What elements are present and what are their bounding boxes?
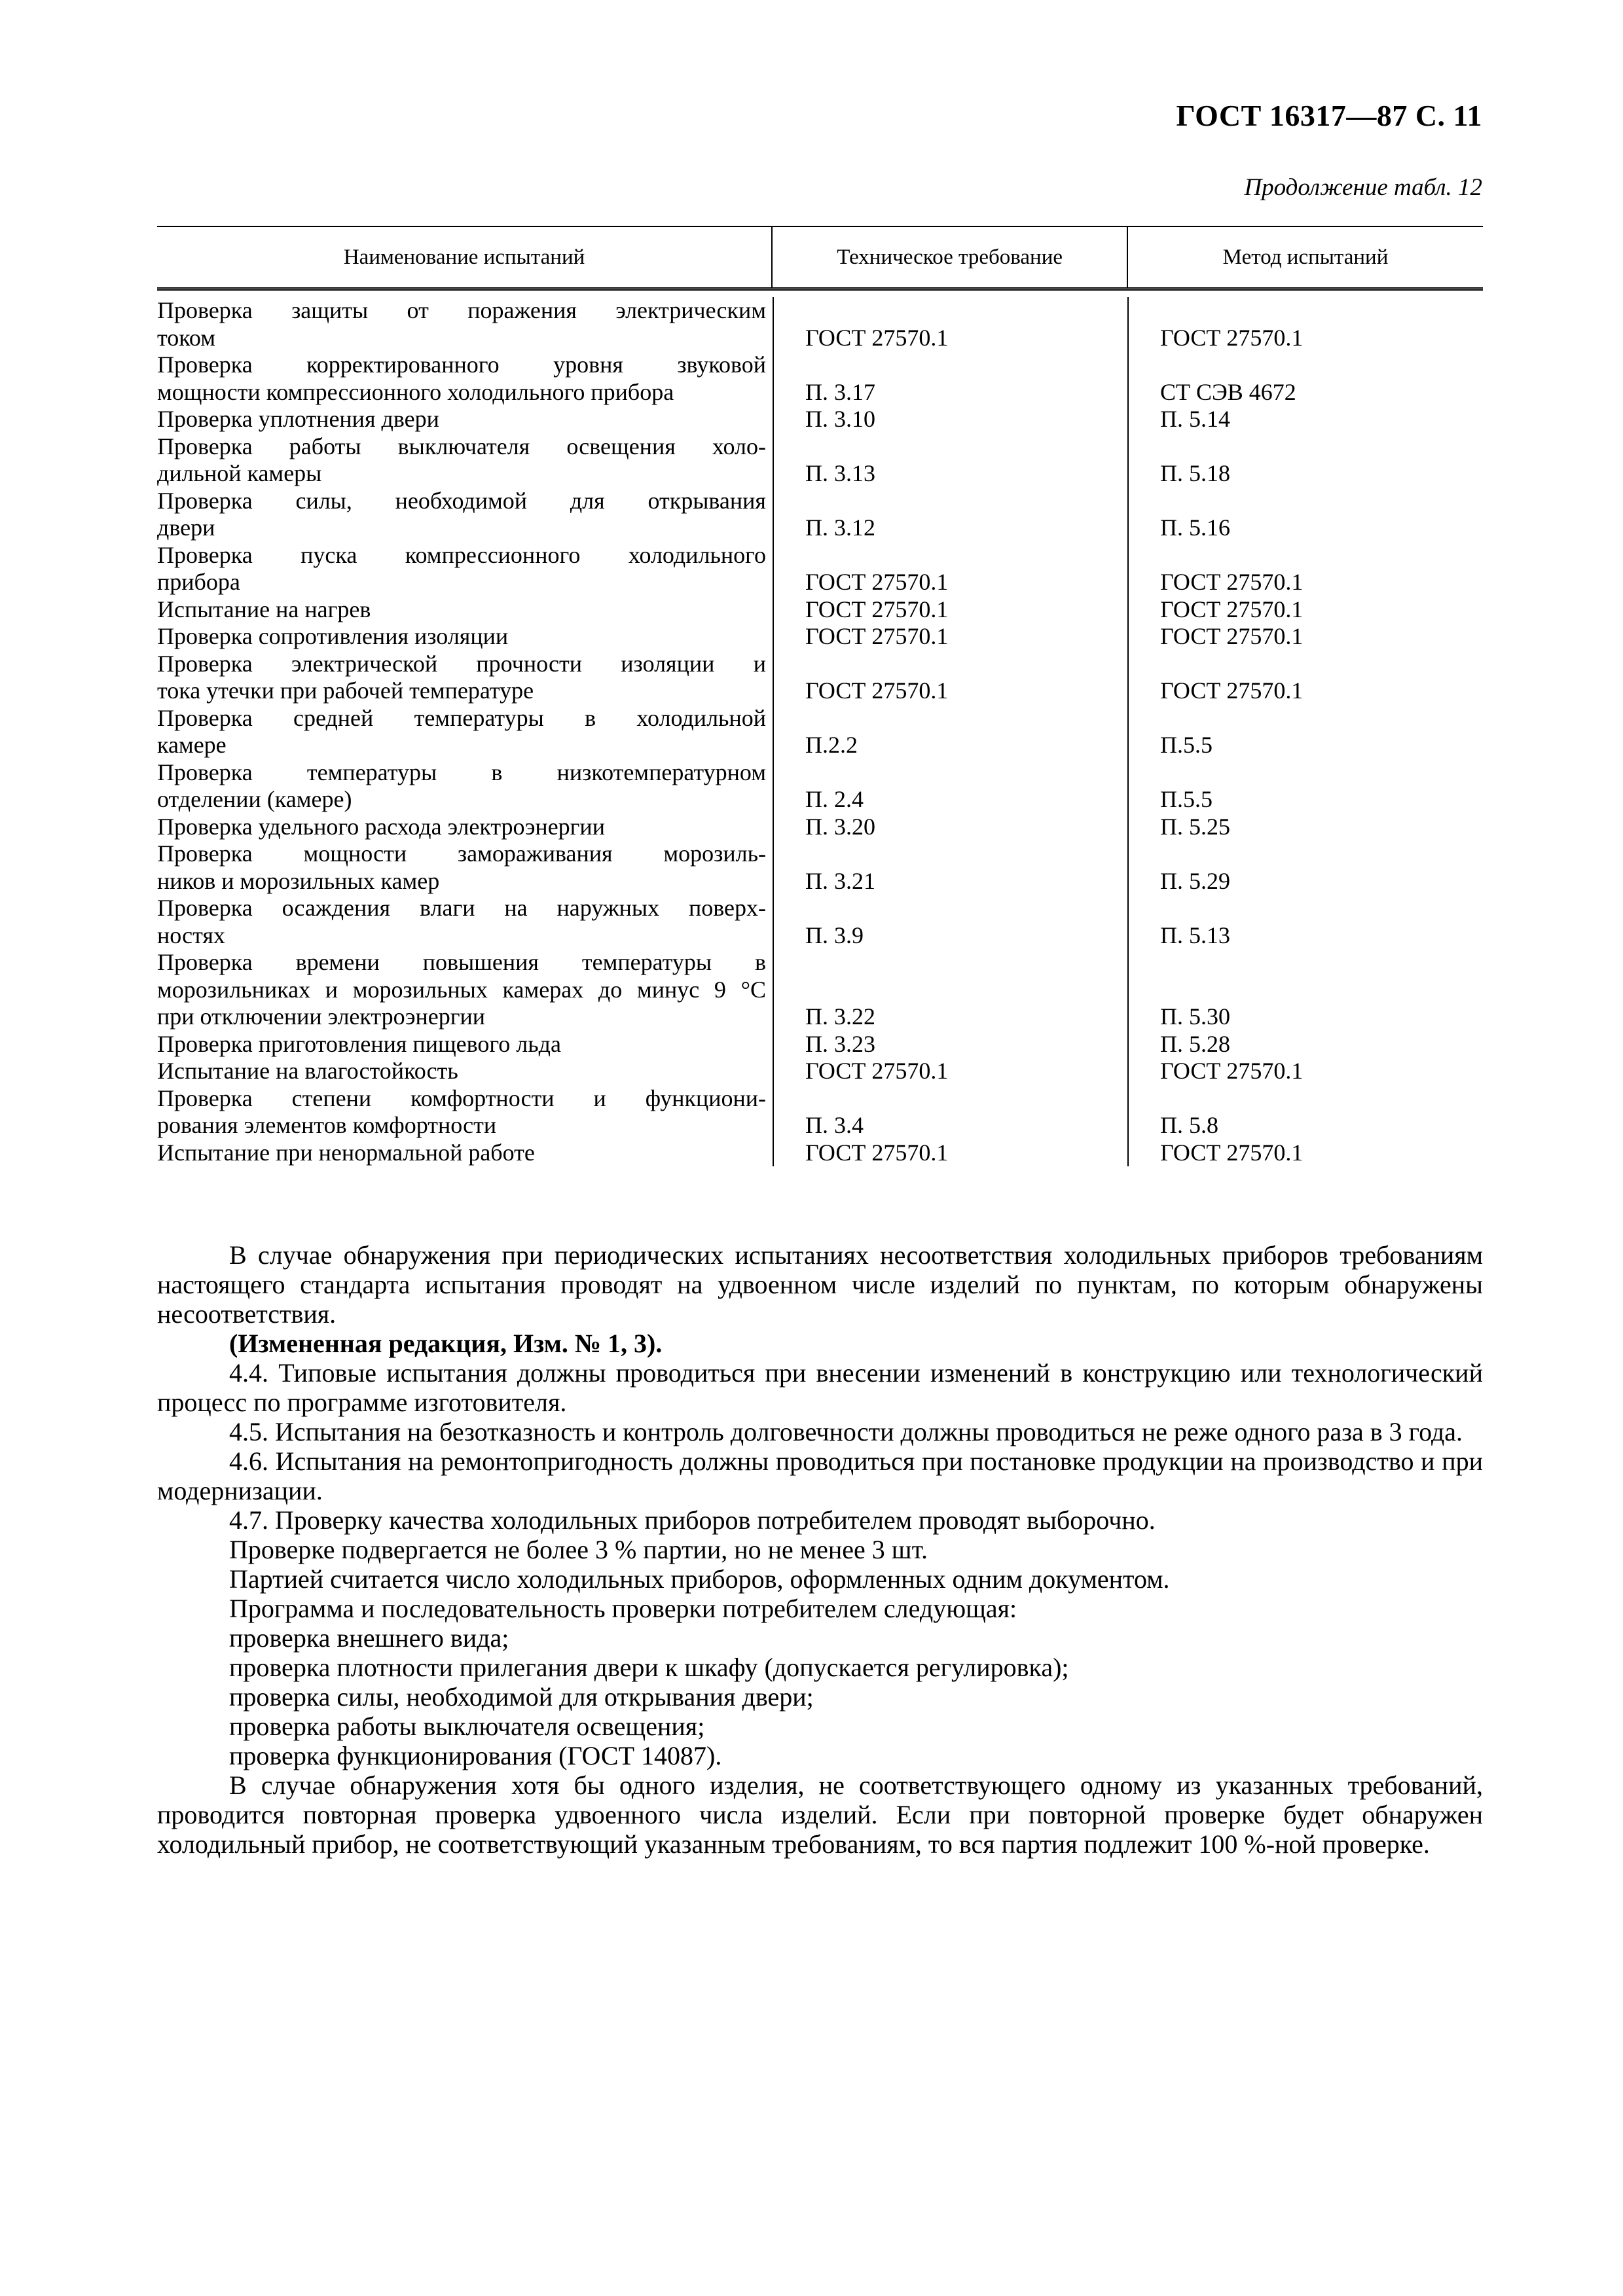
table-continuation-label: Продолжение табл. 12 [1244,174,1482,201]
table-cell-method [1160,406,1483,433]
table-cell-method-value: ГОСТ 27570.1 [1160,324,1304,351]
table-cell-method [1160,1139,1483,1167]
test-name-line: Проверка температуры в низкотемпературном [157,759,766,785]
test-name-line: Проверка мощности замораживания морозиль- [157,840,766,867]
table-cell-requirement-value: ГОСТ 27570.1 [805,1058,949,1084]
paragraph-periodic: В случае обнаружения при периодических испытаниях несоответствия холодильных приборов требованиям настоящего стандарта испытания проводят на удвоенном числе изделий по пунктам, по которым обнаружены несоответствия. [157,1240,1483,1329]
table-cell-test-name [157,1139,766,1167]
table-cell-test-name [157,406,766,433]
table-cell-method [1160,596,1483,624]
table-cell-requirement [805,433,1127,488]
table-cell-method-value: ГОСТ 27570.1 [1160,1058,1304,1084]
test-name-line: ников и морозильных камер [157,867,440,894]
paragraph-repeat-check: В случае обнаружения хотя бы одного изделия, не соответствующего одному из указанных требований, проводится повторная проверка удвоенного числа изделий. Если при повторной проверке будет обнаружен холодильный прибор, не соответствующий указанным требованиям, то вся партия подлежит 100 %-ной проверке. [157,1770,1483,1859]
table-cell-requirement [805,406,1127,433]
table-cell-method-value: П. 5.16 [1160,514,1230,541]
test-name-line: Проверка средней температуры в холодильной [157,704,766,731]
table-cell-requirement [805,297,1127,351]
test-name-column [157,297,773,1166]
table-cell-method-value: СТ СЭВ 4672 [1160,378,1296,405]
table-cell-test-name [157,840,766,895]
table-cell-method-value: П. 5.29 [1160,867,1230,894]
test-name-line: дильной камеры [157,460,322,486]
test-name-line: Проверка уплотнения двери [157,406,439,432]
test-name-line: отделении (камере) [157,786,352,812]
table-cell-test-name [157,297,766,351]
table-cell-method-value: ГОСТ 27570.1 [1160,1139,1304,1166]
test-name-line: мощности компрессионного холодильного прибора [157,378,674,405]
paragraph-4-5: 4.5. Испытания на безотказность и контроль долговечности должны проводиться не реже одного раза в 3 года. [229,1417,1463,1446]
table-cell-method-value: ГОСТ 27570.1 [1160,677,1304,704]
column-header-method: Метод испытаний [1127,227,1483,287]
requirement-column [773,297,1127,1166]
column-header-requirement: Техническое требование [771,227,1127,287]
table-cell-test-name [157,542,766,596]
table-cell-test-name [157,623,766,651]
table-cell-method [1160,297,1483,351]
table-cell-requirement-value: П. 3.9 [805,922,864,948]
paragraph-sample-size: Проверке подвергается не более 3 % партии, но не менее 3 шт. [229,1535,928,1564]
table-cell-method-value: ГОСТ 27570.1 [1160,569,1304,595]
table-cell-method-value: П.5.5 [1160,786,1213,812]
table-cell-requirement-value: П. 3.10 [805,406,875,432]
table-cell-requirement-value: П. 3.13 [805,460,875,486]
table-cell-method [1160,759,1483,814]
table-cell-requirement [805,705,1127,759]
table-cell-requirement [805,542,1127,596]
table-cell-method-value: П. 5.14 [1160,406,1230,432]
test-name-line: Проверка силы, необходимой для открывания [157,487,766,514]
table-cell-requirement-value: ГОСТ 27570.1 [805,677,949,704]
test-name-line: Проверка защиты от поражения электрическим [157,297,766,323]
table-cell-method-value: П. 5.8 [1160,1112,1218,1138]
column-header-test-name: Наименование испытаний [343,245,585,269]
table-cell-requirement [805,840,1127,895]
table-cell-requirement [805,623,1127,651]
table-cell-test-name [157,705,766,759]
table-cell-requirement-value: ГОСТ 27570.1 [805,324,949,351]
body-text [157,1240,1483,1859]
method-column [1127,297,1483,1166]
table-cell-method [1160,895,1483,949]
list-item: проверка работы выключателя освещения; [229,1712,705,1741]
test-name-line: Проверка пуска компрессионного холодильного [157,541,766,568]
table-cell-requirement-value: ГОСТ 27570.1 [805,623,949,649]
table-cell-requirement-value: П. 3.23 [805,1030,875,1057]
table-cell-method-value: П. 5.30 [1160,1003,1230,1030]
list-item: проверка внешнего вида; [229,1623,509,1653]
table-cell-method [1160,351,1483,406]
test-name-line: Проверка электрической прочности изоляции и [157,650,766,677]
table-cell-test-name [157,433,766,488]
table-header [157,227,1483,291]
test-name-line: Проверка степени комфортности и функциони- [157,1085,766,1111]
tests-table [157,226,1483,1166]
table-cell-requirement-value: П. 3.21 [805,867,875,894]
table-cell-test-name [157,651,766,705]
test-name-line: Испытание на нагрев [157,596,371,622]
table-cell-test-name [157,1085,766,1139]
table-cell-test-name [157,488,766,542]
page-header: ГОСТ 16317—87 С. 11 [1176,99,1482,132]
table-cell-requirement-value: П. 3.22 [805,1003,875,1030]
table-cell-requirement-value: П. 3.4 [805,1112,864,1138]
table-cell-requirement [805,949,1127,1031]
table-cell-method [1160,1058,1483,1085]
table-cell-requirement-value: П. 3.20 [805,813,875,840]
paragraph-4-7: 4.7. Проверку качества холодильных приборов потребителем проводят выборочно. [229,1505,1156,1535]
test-name-line: при отключении электроэнергии [157,1003,486,1030]
table-cell-requirement [805,488,1127,542]
test-name-line: ностях [157,922,225,948]
table-cell-requirement [805,1058,1127,1085]
test-name-line: Проверка сопротивления изоляции [157,623,509,649]
test-name-line: прибора [157,569,240,595]
test-name-line: Проверка приготовления пищевого льда [157,1030,561,1057]
table-cell-method-value: П.5.5 [1160,732,1213,758]
table-cell-requirement [805,1085,1127,1139]
table-cell-method [1160,488,1483,542]
table-cell-test-name [157,1031,766,1058]
table-cell-requirement-value: ГОСТ 27570.1 [805,596,949,622]
test-name-line: Проверка времени повышения температуры в [157,949,766,975]
table-cell-method [1160,1031,1483,1058]
table-cell-requirement [805,351,1127,406]
table-cell-method-value: ГОСТ 27570.1 [1160,623,1304,649]
test-name-line: камере [157,732,227,758]
table-cell-method [1160,1085,1483,1139]
table-cell-method [1160,705,1483,759]
table-cell-method [1160,433,1483,488]
list-item: проверка функционирования (ГОСТ 14087). [229,1741,722,1770]
paragraph-4-6: 4.6. Испытания на ремонтопригодность должны проводиться при постановке продукции на производство и при модернизации. [157,1446,1483,1505]
amendment-note: (Измененная редакция, Изм. № 1, 3). [229,1329,663,1358]
paragraph-batch-definition: Партией считается число холодильных приборов, оформленных одним документом. [229,1564,1170,1594]
test-name-line: током [157,324,216,351]
table-cell-requirement-value: П. 3.17 [805,378,875,405]
table-cell-test-name [157,351,766,406]
table-cell-requirement-value: П. 2.4 [805,786,864,812]
table-cell-test-name [157,759,766,814]
table-cell-requirement [805,596,1127,624]
table-cell-method-value: П. 5.13 [1160,922,1230,948]
test-name-line: Проверка корректированного уровня звуковой [157,351,766,378]
table-cell-requirement [805,895,1127,949]
table-cell-requirement [805,1031,1127,1058]
test-name-line: Проверка удельного расхода электроэнергии [157,813,605,840]
table-cell-test-name [157,949,766,1031]
table-cell-method [1160,840,1483,895]
test-name-line: морозильниках и морозильных камерах до минус 9 °С [157,976,766,1003]
test-name-line: двери [157,514,215,541]
table-cell-method [1160,949,1483,1031]
table-cell-requirement-value: ГОСТ 27570.1 [805,1139,949,1166]
test-name-line: тока утечки при рабочей температуре [157,677,534,704]
test-name-line: Проверка работы выключателя освещения холо- [157,433,766,459]
table-cell-method [1160,651,1483,705]
table-cell-method-value: П. 5.28 [1160,1030,1230,1057]
test-name-line: Испытание на влагостойкость [157,1058,458,1084]
table-cell-requirement [805,759,1127,814]
table-cell-method-value: П. 5.25 [1160,813,1230,840]
table-cell-requirement [805,651,1127,705]
table-cell-method [1160,814,1483,841]
table-cell-requirement-value: П. 3.12 [805,514,875,541]
table-cell-requirement [805,1139,1127,1167]
table-cell-requirement [805,814,1127,841]
table-cell-method [1160,623,1483,651]
list-item: проверка силы, необходимой для открывания двери; [229,1682,814,1712]
table-cell-test-name [157,814,766,841]
table-cell-requirement-value: ГОСТ 27570.1 [805,569,949,595]
table-cell-method-value: П. 5.18 [1160,460,1230,486]
table-cell-test-name [157,596,766,624]
table-cell-method-value: ГОСТ 27570.1 [1160,596,1304,622]
test-name-line: Испытание при ненормальной работе [157,1139,535,1166]
table-cell-method [1160,542,1483,596]
table-cell-test-name [157,895,766,949]
table-body [157,291,1483,1166]
paragraph-program: Программа и последовательность проверки потребителем следующая: [229,1594,1017,1623]
test-name-line: Проверка осаждения влаги на наружных поверх- [157,895,766,921]
list-item: проверка плотности прилегания двери к шкафу (допускается регулировка); [229,1653,1069,1682]
test-name-line: рования элементов комфортности [157,1112,497,1138]
paragraph-4-4: 4.4. Типовые испытания должны проводиться при внесении изменений в конструкцию или технологический процесс по программе изготовителя. [157,1358,1483,1417]
table-cell-test-name [157,1058,766,1085]
table-cell-requirement-value: П.2.2 [805,732,858,758]
